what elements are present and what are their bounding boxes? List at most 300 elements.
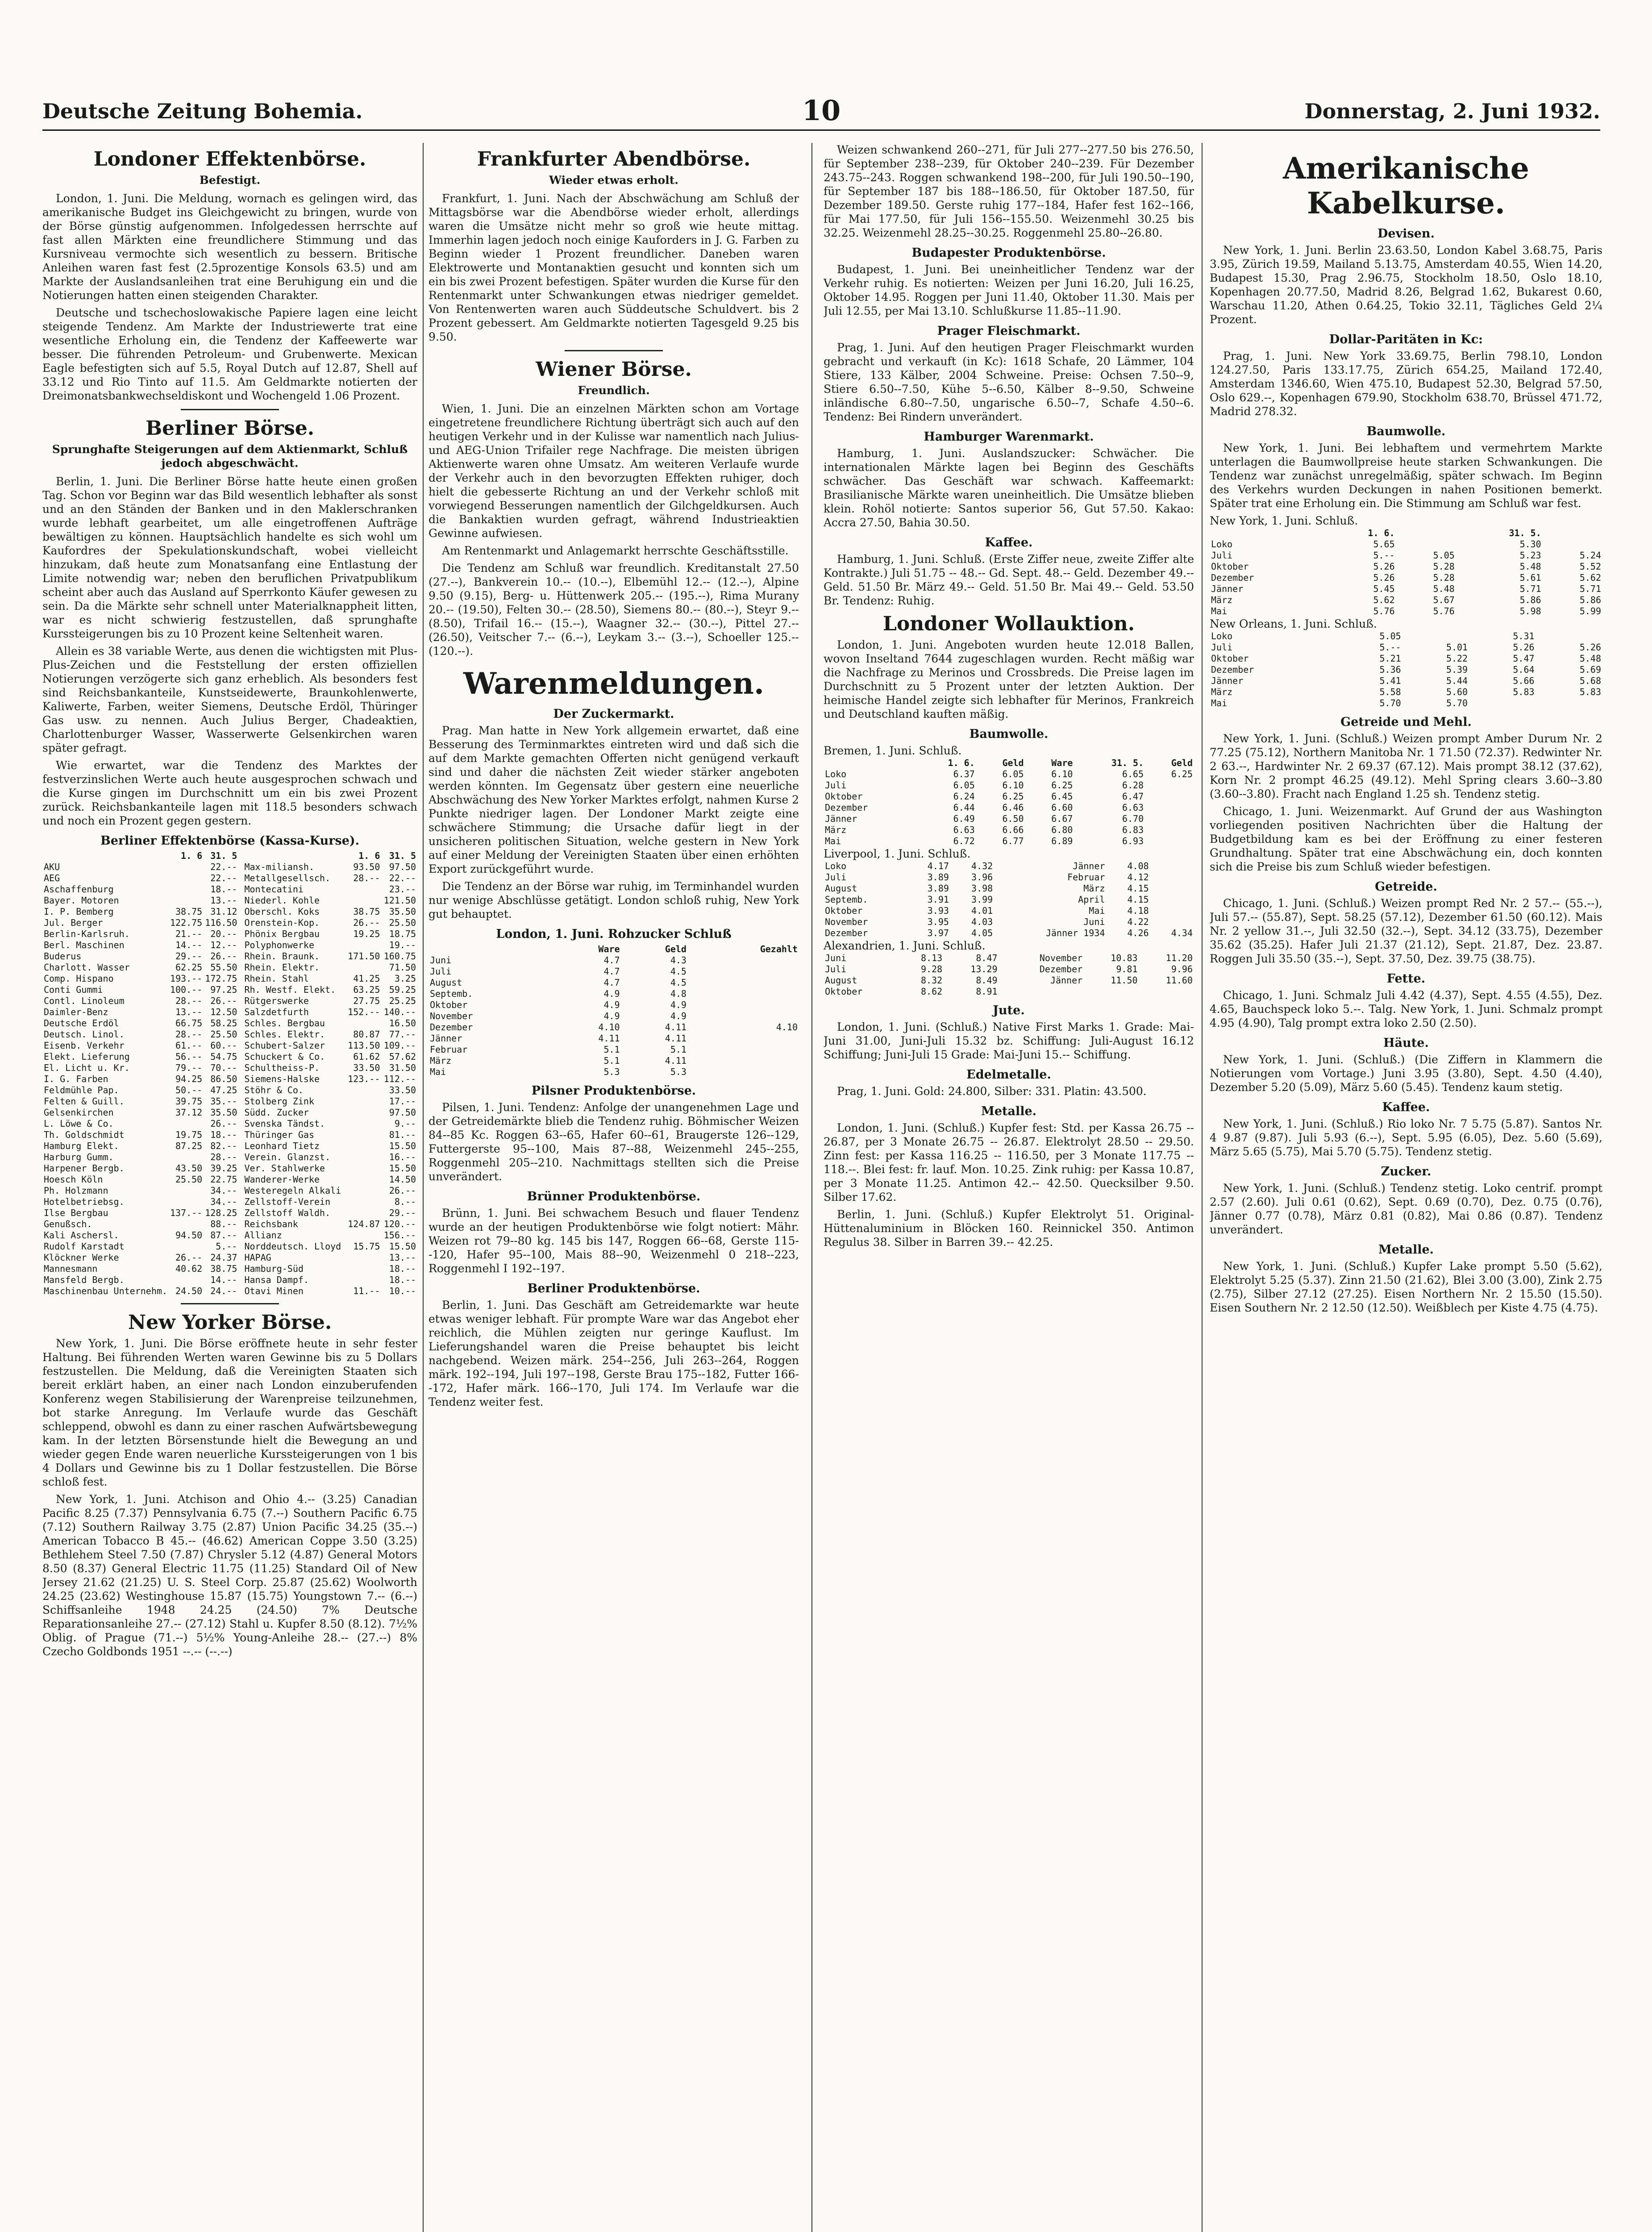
table-row [243, 1029, 417, 1040]
row-value: 29.-- [389, 1208, 416, 1218]
table-row [42, 951, 238, 962]
table-row [1210, 675, 1602, 687]
table-row [243, 1163, 417, 1174]
table-row [42, 1029, 238, 1040]
row-value [345, 1085, 382, 1096]
row-value: 25.50 [210, 1029, 237, 1040]
row-value [345, 1208, 382, 1219]
row-value [345, 962, 382, 973]
row-value: 5.28 [1433, 572, 1455, 583]
row-value: 6.25 [1171, 769, 1193, 779]
row-label: Gelsenkirchen [44, 1107, 114, 1118]
row-value: 26.-- [175, 1252, 203, 1263]
row-label: Juli [825, 872, 847, 883]
row-value: 22.-- [210, 862, 237, 872]
row-value: 5.76 [1433, 606, 1455, 616]
row-label: Oberschl. Koks [244, 906, 320, 917]
row-value: 61.62 [353, 1051, 380, 1062]
row-value: 122.75 [170, 917, 203, 928]
row-value: 5.70 [1446, 698, 1468, 708]
section-subtitle: Häute. [1383, 1036, 1429, 1050]
row-value: 54.75 [210, 1051, 237, 1062]
row-value [345, 1196, 382, 1208]
row-label: Harpener Bergb. [44, 1163, 125, 1174]
row-value: 11.50 [1111, 975, 1138, 986]
row-value: 58.25 [210, 1018, 237, 1029]
table-row [42, 1096, 238, 1107]
row-value: 5.23 [1519, 550, 1541, 561]
kassa-table [42, 850, 417, 1297]
row-value [688, 1055, 799, 1066]
row-value: 128.25 [205, 1208, 237, 1218]
row-value: 14.-- [210, 1274, 237, 1285]
row-value: 26.-- [353, 917, 380, 928]
row-value: 4.9 [603, 1011, 620, 1021]
row-value: 12.-- [210, 940, 237, 950]
row-value [1084, 986, 1139, 997]
row-value: 63.25 [353, 984, 380, 995]
table-row [42, 1062, 238, 1074]
row-label: Kali Aschersl. [44, 1230, 119, 1241]
page-number: 10 [802, 94, 841, 127]
section-subtitle: Berliner Produktenbörse. [527, 1282, 700, 1295]
row-label: Daimler-Benz [44, 1007, 108, 1017]
row-label: Oktober [825, 905, 863, 916]
table-row [824, 825, 1194, 836]
row-value [999, 986, 1084, 997]
table-row [1210, 642, 1602, 653]
article-paragraph: New York, 1. Juni. Atchison and Ohio 4.-- (3.25) Canadian Pacific 8.25 (7.37) Pennsylvania 6.75 (7.--) Southern Pacific 6.75 (7.12) Southern Railway 3.75 (2.87) Union Pacific 34.25 (35.--) American Tobacco B 45.-- (46.62) American Coppe 3.50 (3.25) Bethlehem Steel 7.50 (7.87) Chrysler 5.12 (4.87) General Motors 8.50 (8.37) General Electric 11.75 (11.25) Standard Oil of New Jersey 21.62 (21.25) U. S. Steel Corp. 25.87 (25.62) Woolworth 24.25 (23.62) Westinghouse 15.87 (15.75) Youngstown 7.-- (6.--) Schiffsanleihe 1948 24.25 (24.50) 7% Deutsche Reparationsanleihe 27.-- (27.12) Stahl u. Kupfer 8.50 (8.12). 7½% Oblig. of Prague (71.--) 5½% Young-Anleihe 28.-- (27.--) 8% Czecho Goldbonds 1951 --.-- (--.--) [42, 1493, 417, 1658]
table-row [42, 1107, 238, 1118]
row-value [1145, 780, 1194, 791]
row-value: 156.-- [383, 1230, 416, 1241]
row-value: 5.64 [1513, 664, 1535, 675]
table-row [42, 1129, 238, 1141]
table-row [243, 1107, 417, 1118]
row-value: 18.-- [210, 1129, 237, 1140]
row-value: 87.25 [175, 1141, 203, 1151]
article-paragraph: Wien, 1. Juni. Die an einzelnen Märkten schon am Vortage eingetretene freundlichere Richtung überträgt sich auch auf den heutigen Verkehr und in der Kulisse war namentlich nach Julius- und AEG-Union Trifailer rege Nachfrage. Die meisten übrigen Aktienwerte waren ohne Umsatz. Am weiteren Verlaufe wurde der Verkehr auch in den bevorzugten Effekten ruhiger, doch hielt die gebesserte Richtung an und der Verkehr schloß mit vorwiegend Besserungen namentlich der Gilchgeldkursen. Auch die Bankaktien wurden gefragt, während Industrieaktien Gewinne aufwiesen. [429, 402, 799, 540]
row-label: AKU [44, 862, 60, 872]
row-value: Dezember [1039, 964, 1083, 974]
row-value: 79.-- [175, 1062, 203, 1073]
row-value: 3.89 [927, 872, 949, 883]
article-paragraph: Hamburg, 1. Juni. Auslandszucker: Schwächer. Die internationalen Märkte lagen bei Beginn des Geschäfts schwächer. Das Geschäft war schwach. Kaffeemarkt: Brasilianische Märkte waren uneinheitlich. Die Umsätze blieben klein. Rohöl notierte: Santos superior 56, Gut 57.50. Kakao: Accra 27.50, Bahia 30.50. [824, 447, 1194, 529]
row-value [169, 1152, 204, 1163]
article-paragraph: Weizen schwankend 260--271, für Juli 277--277.50 bis 276.50, für September 238--239, für Oktober 240--239. Für Dezember 243.75--243. Roggen schwankend 198--200, für Juli 190.50--190, für September 187 bis 188--186.50, für Oktober 187.50, für Dezember 189.50. Gerste ruhig 177--184, Hafer fest 162--166, für Mai 177.50, für Juli 156--155.50. Weizenmehl 30.25 bis 32.25. Weizenmehl 28.25--30.25. Roggenmehl 25.80--26.80. [824, 143, 1194, 239]
table-row [429, 1055, 799, 1066]
row-value: 9.96 [1171, 964, 1193, 974]
row-value: 97.25 [210, 984, 237, 995]
row-value: Jänner [1073, 861, 1105, 871]
table-row [42, 1040, 238, 1051]
table-caption: New Orleans, 1. Juni. Schluß. [1210, 617, 1377, 630]
row-value: 5.36 [1379, 664, 1401, 675]
row-value: 4.5 [670, 966, 687, 977]
table-row [243, 940, 417, 951]
row-value: 26.-- [210, 995, 237, 1006]
table-row [243, 929, 417, 940]
row-value [688, 999, 799, 1011]
table-row [243, 1219, 417, 1230]
row-label: Jänner [430, 1033, 462, 1044]
table-row [824, 975, 1194, 986]
table-row [429, 977, 799, 988]
table-row [824, 964, 1194, 975]
section-subtitle: Jute. [993, 1004, 1025, 1017]
row-value [345, 1096, 382, 1107]
table-row [243, 1274, 417, 1286]
row-value: 6.44 [953, 802, 975, 813]
row-value: 31.50 [389, 1062, 416, 1073]
row-value: 81.-- [389, 1129, 416, 1140]
row-label: Südd. Zucker [244, 1107, 309, 1118]
row-value: 80.87 [353, 1029, 380, 1040]
row-value: 47.25 [210, 1085, 237, 1095]
sugar-table: Ware Geld Gezahlt Juni 4.7 4.3 Juli 4.7 4.5 August 4.7 4.5 Septemb. 4.9 4.8 Oktober 4.9 4.9 November 4.9 4.9 Dezember 4.10 4.11 4.10 Jänner 4.11 4.11 Februar 5.1 5.1 März 5.1 4.11 Mai 5.3 5.3 [429, 944, 799, 1078]
column-2 [429, 143, 799, 2232]
row-value: 6.24 [953, 791, 975, 802]
row-label: Schubert-Salzer [244, 1040, 325, 1051]
row-label: Zellstoff Waldh. [244, 1208, 331, 1218]
table-row [243, 1118, 417, 1129]
row-value: 21.-- [175, 929, 203, 939]
row-value: 34.-- [210, 1196, 237, 1207]
table-row [824, 791, 1194, 802]
row-label: Comp. Hispano [44, 973, 114, 984]
table-row [42, 873, 238, 884]
row-label: Mai [1211, 698, 1228, 708]
article-paragraph: Die Tendenz am Schluß war freundlich. Kreditanstalt 27.50 (27.--), Bankverein 10.-- (10.--), Elbemühl 12.-- (12.--), Alpine 9.50 (9.15), Berg- u. Hüttenwerk 205.-- (195.--), Rima Murany 20.-- (19.50), Felten 30.-- (28.50), Siemens 80.-- (80.--), Steyr 9.-- (8.50), Trifail 16.-- (15.--), Waagner 32.-- (30.--), Pittel 27.-- (26.50), Veitscher 7.-- (6.--), Leykam 3.-- (3.--), Schoeller 125.-- (120.--). [429, 562, 799, 658]
row-value [1150, 861, 1194, 872]
row-label: Conti Gummi [44, 984, 103, 995]
row-label: Th. Goldschmidt [44, 1129, 125, 1140]
row-value: 37.12 [175, 1107, 203, 1118]
row-value: 4.12 [1127, 872, 1149, 883]
table-row [243, 917, 417, 929]
row-label: Polyphonwerke [244, 940, 314, 950]
section-subtitle: Dollar-Paritäten in Kc: [1329, 333, 1483, 346]
row-value [1145, 791, 1194, 802]
row-label: Genußsch. [44, 1219, 92, 1229]
article-paragraph: New York, 1. Juni. (Schluß.) Rio loko Nr. 7 5.75 (5.87). Santos Nr. 4 9.87 (9.87). Juli 5.93 (6.--), Sept. 5.95 (6.05), Dez. 5.60 (5.69), März 5.65 (5.75), Mai 5.70 (5.75). Tendenz stetig. [1210, 1117, 1602, 1158]
row-value: 4.9 [603, 988, 620, 999]
article-paragraph: Prag, 1. Juni. New York 33.69.75, Berlin 798.10, London 124.27.50, Paris 133.17.75, Zürich 654.25, Mailand 172.40, Amsterdam 1346.60, Wien 475.10, Budapest 52.30, Belgrad 57.50, Oslo 629.--, Kopenhagen 679.90, Stockholm 638.70, Brüssel 471.72, Madrid 278.32. [1210, 350, 1602, 418]
table-row [243, 1040, 417, 1051]
row-label: Hoesch Köln [44, 1174, 103, 1185]
row-value: 3.95 [927, 916, 949, 927]
row-value: 4.9 [670, 1011, 687, 1021]
row-value: 6.05 [953, 780, 975, 791]
row-value: 4.10 [598, 1022, 620, 1033]
row-value: 28.-- [175, 1029, 203, 1040]
article-paragraph: Wie erwartet, war die Tendenz des Marktes der festverzinslichen Werte auch heute ausgesprochen schwach und die Kurse gingen im Durchschnitt um ein bis zwei Prozent zurück. Reichsbankanteile lagen mit 118.5 besonders schwach und noch ein Prozent gegen gestern. [42, 759, 417, 827]
row-value: 140.-- [383, 1007, 416, 1017]
row-value: 41.25 [353, 973, 380, 984]
table-row [824, 905, 1194, 916]
column-rule [1202, 143, 1203, 2232]
row-label: August [430, 977, 462, 988]
article-paragraph: Prag, 1. Juni. Auf den heutigen Prager Fleischmarkt wurden gebracht und verkauft (in Kc): 1618 Schafe, 20 Lämmer, 104 Stiere, 133 Kälber, 2004 Schweine. Preise: Ochsen 7.50--9, Stiere 6.50--7.50, Kühe 5--6.50, Kälber 8--9.50, Schweine inländische 6.80--7.50, ungarische 6.50--7, Schafe 4.50--6. Tendenz: Bei Rindern unverändert. [824, 341, 1194, 423]
row-value: 4.11 [665, 1022, 687, 1033]
row-value: 8.62 [920, 986, 943, 997]
row-value: 5.99 [1579, 606, 1601, 616]
row-label: Siemens-Halske [244, 1074, 320, 1084]
row-value: 3.98 [971, 883, 993, 894]
row-value: 26.-- [389, 1185, 416, 1196]
table-row [824, 813, 1194, 825]
row-value: 113.50 [348, 1040, 380, 1051]
row-value: 5.58 [1379, 687, 1401, 697]
row-label: Wanderer-Werke [244, 1174, 320, 1185]
row-value: 22.-- [210, 873, 237, 883]
row-value: 38.75 [210, 1263, 237, 1274]
row-value: 6.63 [953, 825, 975, 835]
row-value: 5.83 [1513, 687, 1535, 697]
section-subtitle: Brünner Produktenbörse. [527, 1190, 701, 1203]
row-value: 77.-- [389, 1029, 416, 1040]
table-row [243, 1062, 417, 1074]
row-value: 6.25 [1002, 791, 1024, 802]
row-value: 5.21 [1379, 653, 1401, 664]
table-row [824, 953, 1194, 964]
row-label: Verein. Glanzst. [244, 1152, 331, 1162]
row-value: 120.-- [383, 1219, 416, 1229]
row-value: 5.61 [1519, 572, 1541, 583]
row-value: 6.70 [1122, 813, 1144, 824]
row-value: 4.11 [598, 1033, 620, 1044]
row-label: Harburg Gumm. [44, 1152, 114, 1162]
table-row [42, 1018, 238, 1029]
row-value: 15.50 [389, 1163, 416, 1174]
row-value [169, 895, 204, 906]
article-paragraph: New York, 1. Juni. (Schluß.) (Die Ziffern in Klammern die Notierungen vom Vortage.) Juni 3.95 (3.80), Sept. 4.50 (4.40), Dezember 5.20 (5.09), März 5.60 (5.45). Tendenz kaum stetig. [1210, 1053, 1602, 1094]
section-subtitle: Edelmetalle. [966, 1068, 1051, 1082]
table-row [42, 1196, 238, 1208]
article-paragraph: Allein es 38 variable Werte, aus denen die wichtigsten mit Plus-Plus-Zeichen und die Feststellung der ersten offiziellen Notierungen verzögerte sich ganz erheblich. Als besonders fest sind Reichsbankanteile, Kunstseidewerte, Braunkohlenwerte, Kaliwerte, Farben, weiter Siemens, Deutsche Erdöl, Thüringer Gas usw. zu nennen. Auch Julius Berger, Chadeaktien, Charlottenburger Wasser, Wasserwerte Gelsenkirchen waren später gefragt. [42, 645, 417, 754]
row-value: 22.75 [210, 1174, 237, 1185]
row-value: 13.29 [970, 964, 998, 974]
row-value: 124.87 [348, 1219, 380, 1229]
row-value: 3.93 [927, 905, 949, 916]
row-label: Felten & Guill. [44, 1096, 125, 1107]
table-row [42, 1152, 238, 1163]
row-value: 6.37 [953, 769, 975, 779]
row-value: 6.66 [1002, 825, 1024, 835]
table-row [243, 973, 417, 984]
row-value: 5.26 [1513, 642, 1535, 653]
row-value [169, 1241, 204, 1252]
row-value [688, 955, 799, 966]
table-row [1210, 687, 1602, 698]
row-value: 4.7 [603, 977, 620, 988]
section-subtitle: Der Zuckermarkt. [553, 707, 674, 721]
row-value: 6.45 [1051, 791, 1073, 802]
table-row [824, 836, 1194, 847]
row-label: L. Löwe & Co. [44, 1118, 114, 1129]
row-value: 31.12 [210, 906, 237, 917]
row-value: 5.41 [1379, 675, 1401, 686]
row-value: 5.24 [1579, 550, 1601, 561]
row-value: 5.52 [1579, 561, 1601, 572]
row-value: 9.-- [394, 1118, 416, 1129]
row-value: 26.-- [210, 1118, 237, 1129]
article-paragraph: Budapest, 1. Juni. Bei uneinheitlicher Tendenz war der Verkehr ruhig. Es notierten: Weizen per Juni 16.20, Juli 16.25, Oktober 14.95. Roggen per Juni 11.40, Oktober 11.30. Mais per Juli 12.55, per Mai 13.10. Schlußkurse 11.85--11.90. [824, 263, 1194, 317]
row-label: Rudolf Karstadt [44, 1241, 125, 1252]
row-value: 22.-- [389, 873, 416, 883]
table-row [1210, 653, 1602, 664]
table-row [42, 1208, 238, 1219]
article-paragraph: Berlin, 1. Juni. Das Geschäft am Getreidemarkte war heute etwas weniger lebhaft. Für prompte Ware war das Angebot eher reichlich, die Mühlen zeigten nur geringe Kauflust. Im Lieferungshandel waren die Preise behauptet bis leicht nachgebend. Weizen märk. 254--256, Juli 263--264, Roggen märk. 192--194, Juli 197--198, Gerste Brau 175--182, Futter 166--172, Hafer märk. 166--170, Juli 174. Im Verlaufe war die Tendenz weiter fest. [429, 1299, 799, 1408]
table-row [243, 1129, 417, 1141]
row-value: 4.15 [1127, 883, 1149, 894]
row-value: 5.26 [1373, 572, 1395, 583]
row-value: 4.5 [670, 977, 687, 988]
row-value: 5.98 [1519, 606, 1541, 616]
row-value: 5.3 [670, 1066, 687, 1077]
row-value [345, 1274, 382, 1286]
row-label: Juli [430, 966, 452, 977]
article-paragraph: Pilsen, 1. Juni. Tendenz: Anfolge der unangenehmen Lage und der Getreidemärkte blieb die Tendenz ruhig. Böhmischer Weizen 84--85 Kc. Roggen 63--65, Hafer 60--61, Braugerste 126--129, Futtergerste 95--100, Mais 87--88, Weizenmehl 245--255, Roggenmehl 205--210. Nachmittags stellten sich die Preise unverändert. [429, 1101, 799, 1183]
row-value: 8.32 [920, 975, 943, 986]
row-label: Hamburg-Süd [244, 1263, 304, 1274]
row-value: 5.1 [670, 1044, 687, 1055]
row-value: 17.-- [389, 1096, 416, 1107]
row-value: 18.-- [210, 884, 237, 895]
row-value [688, 1033, 799, 1044]
kassa-table-right: 1. 6 31. 5 Max-miliansh. 93.50 97.50 Metallgesellsch. 28.-- 22.-- Montecatini 23.-- Niederl. Kohle 121.50 Oberschl. Koks 38.75 35.50 Orenstein-Kop. 26.-- 25.50 Phönix Bergbau 19.25 18.75 Polyphonwerke 19.-- Rhein. Braunk. 171.50 160.75 Rhein. Elektr. 71.50 Rhein. Stahl 41.25 3.25 Rh. Westf. Elekt. 63.25 59.25 Rütgerswerke 27.75 25.25 Salzdetfurth 152.-- 140.-- Schles. Bergbau 16.50 Schles. Elektr. 80.87 77.-- Schubert-Salzer 113.50 109.-- Schuckert & Co. 61.62 57.62 Schultheiss-P. 33.50 31.50 Siemens-Halske 123.-- 112.-- Stöhr & Co. 33.50 Stolberg Zink 17.-- Südd. Zucker 97.50 Svenska Tändst. 9.-- Thüringer Gas 81.-- Leonhard Tietz 15.50 Verein. Glanzst. 16.-- Ver. Stahlwerke 15.50 Wanderer-Werke 14.50 Westeregeln Alkali 26.-- Zellstoff-Verein 8.-- Zellstoff Waldh. 29.-- Reichsbank 124.87 120.-- Allianz 156.-- Norddeutsch. Lloyd 15.75 15.50 HAPAG 13.-- Hamburg-Süd 18.-- Hansa Dampf. 18.-- Otavi Minen 11.-- 10.-- [243, 850, 417, 1297]
row-value: 88.-- [210, 1219, 237, 1229]
table-row [42, 1185, 238, 1196]
row-value: 112.-- [383, 1074, 416, 1084]
row-value: Jänner 1934 [1045, 928, 1105, 938]
row-value: 19.25 [353, 929, 380, 939]
table-row [42, 895, 238, 906]
table-row [243, 1241, 417, 1252]
row-value [345, 940, 382, 951]
row-label: El. Licht u. Kr. [44, 1062, 130, 1073]
row-label: Montecatini [244, 884, 304, 895]
section-subtitle: Kaffee. [1382, 1100, 1430, 1114]
row-value: 6.89 [1051, 836, 1073, 846]
table-row [429, 966, 799, 977]
table-row [1210, 583, 1602, 595]
row-value: 35.50 [210, 1107, 237, 1118]
row-label: Februar [430, 1044, 468, 1055]
row-value: 5.30 [1519, 539, 1541, 550]
table-row [429, 999, 799, 1011]
row-label: Feldmühle Pap. [44, 1085, 119, 1095]
table-row [42, 1118, 238, 1129]
row-value [345, 1263, 382, 1274]
table-row [42, 962, 238, 973]
row-value: März [1083, 883, 1105, 894]
row-value: 5.60 [1446, 687, 1468, 697]
row-value: 27.75 [353, 995, 380, 1006]
row-label: Otavi Minen [244, 1286, 304, 1296]
row-label: Deutsche Erdöl [44, 1018, 119, 1029]
row-value: 28.-- [210, 1152, 237, 1162]
section-subtitle: Budapester Produktenbörse. [911, 246, 1106, 260]
table-row [42, 1230, 238, 1241]
row-value: 6.77 [1002, 836, 1024, 846]
table-row [42, 995, 238, 1007]
table-row [429, 1066, 799, 1078]
column-rule [811, 143, 812, 2232]
row-value: 109.-- [383, 1040, 416, 1051]
table-row [243, 1286, 417, 1297]
section-subtitle: Getreide und Mehl. [1340, 715, 1472, 729]
row-value [1150, 905, 1194, 916]
row-value: 94.50 [175, 1230, 203, 1241]
kassa-table-left: 1. 6 31. 5 AKU 22.-- AEG 22.-- Aschaffenburg 18.-- Bayer. Motoren 13.-- I. P. Bemberg 38.75 31.12 Jul. Berger 122.75 116.50 Berlin-Karlsruh. 21.-- 20.-- Berl. Maschinen 14.-- 12.-- Buderus 29.-- 26.-- Charlott. Wasser 62.25 55.50 Comp. Hispano 193.-- 172.75 Conti Gummi 100.-- 97.25 Contl. Linoleum 28.-- 26.-- Daimler-Benz 13.-- 12.50 Deutsche Erdöl 66.75 58.25 Deutsch. Linol. 28.-- 25.50 Eisenb. Verkehr 61.-- 60.-- Elekt. Lieferung 56.-- 54.75 El. Licht u. Kr. 79.-- 70.-- I. G. Farben 94.25 86.50 Feldmühle Pap. 50.-- 47.25 Felten & Guill. 39.75 35.-- Gelsenkirchen 37.12 35.50 L. Löwe & Co. 26.-- Th. Goldschmidt 19.75 18.-- Hamburg Elekt. 87.25 82.-- Harburg Gumm. 28.-- Harpener Bergb. 43.50 39.25 Hoesch Köln 25.50 22.75 Ph. Holzmann 34.-- Hotelbetriebsg. 34.-- Ilse Bergbau 137.-- 128.25 Genußsch. 88.-- Kali Aschersl. 94.50 87.-- Rudolf Karstadt 5.-- Klöckner Werke 26.-- 24.37 Mannesmann 40.62 38.75 Mansfeld Bergb. 14.-- Maschinenbau Unternehm. 24.50 24.-- [42, 850, 238, 1297]
row-value: 24.50 [175, 1286, 203, 1296]
row-label: Juli [1211, 642, 1233, 653]
table-row [243, 995, 417, 1007]
row-value: 40.62 [175, 1263, 203, 1274]
row-value: 11.20 [1165, 953, 1193, 963]
row-label: Oktober [430, 999, 468, 1010]
table-row [243, 1018, 417, 1029]
section-subtitle: Devisen. [1377, 227, 1435, 241]
section-subtitle: Befestigt. [199, 174, 261, 187]
row-value: 59.25 [389, 984, 416, 995]
row-label: I. G. Farben [44, 1074, 108, 1084]
row-value: 5.86 [1579, 595, 1601, 605]
row-value: 5.71 [1519, 583, 1541, 594]
row-label: Leonhard Tietz [244, 1141, 320, 1151]
row-value: 38.75 [353, 906, 380, 917]
row-value: 4.08 [1127, 861, 1149, 871]
row-label: Charlott. Wasser [44, 962, 130, 973]
row-value: 4.7 [603, 955, 620, 966]
row-label: AEG [44, 873, 60, 883]
section-subtitle: Baumwolle. [969, 727, 1049, 741]
row-value: 4.11 [665, 1055, 687, 1066]
article-paragraph: Prag, 1. Juni. Gold: 24.800, Silber: 331. Platin: 43.500. [837, 1085, 1147, 1098]
table-row [42, 1051, 238, 1062]
row-label: Rhein. Elektr. [244, 962, 320, 973]
row-value: 11.60 [1165, 975, 1193, 986]
row-value [345, 1163, 382, 1174]
section-subtitle: Metalle. [981, 1104, 1037, 1118]
row-label: Loko [825, 861, 847, 871]
table-row [1210, 595, 1602, 606]
section-subtitle: Zucker. [1381, 1165, 1431, 1178]
row-value: 6.83 [1122, 825, 1144, 835]
table-row [42, 1241, 238, 1252]
row-value: 6.49 [953, 813, 975, 824]
row-value: 6.50 [1002, 813, 1024, 824]
article-paragraph: London, 1. Juni. Die Meldung, wornach es gelingen wird, das amerikanische Budget ins Gleichgewicht zu bringen, wurde von der Börse günstig aufgenommen. Infolgedessen herrschte auf fast allen Märkten eine freundlichere Stimmung und das Kursniveau vermochte sich wesentlich zu bessern. Britische Anleihen waren fast fest (2.5prozentige Konsols 63.5) und am Markte der Auslandsanleihen trat eine Beruhigung ein und die Notierungen hatten einen steigenden Charakter. [42, 192, 417, 302]
row-label: Loko [1211, 539, 1233, 550]
row-label: Dezember [430, 1022, 473, 1033]
row-value: 39.25 [210, 1163, 237, 1174]
table-row [1210, 698, 1602, 709]
row-value [688, 977, 799, 988]
row-value [1145, 813, 1194, 825]
table-row [42, 1252, 238, 1263]
row-value [169, 873, 204, 884]
row-value: 4.17 [927, 861, 949, 871]
section-subtitle: Sprunghafte Steigerungen auf dem Aktienmarkt, Schluß jedoch abgeschwächt. [52, 443, 408, 470]
row-label: Schuckert & Co. [244, 1051, 325, 1062]
cotton-alexandria-table [824, 953, 1194, 997]
row-value: 5.48 [1579, 653, 1601, 664]
section-title: Londoner Effektenbörse. [93, 148, 366, 171]
table-row [243, 862, 417, 873]
row-value: 18.75 [389, 929, 416, 939]
